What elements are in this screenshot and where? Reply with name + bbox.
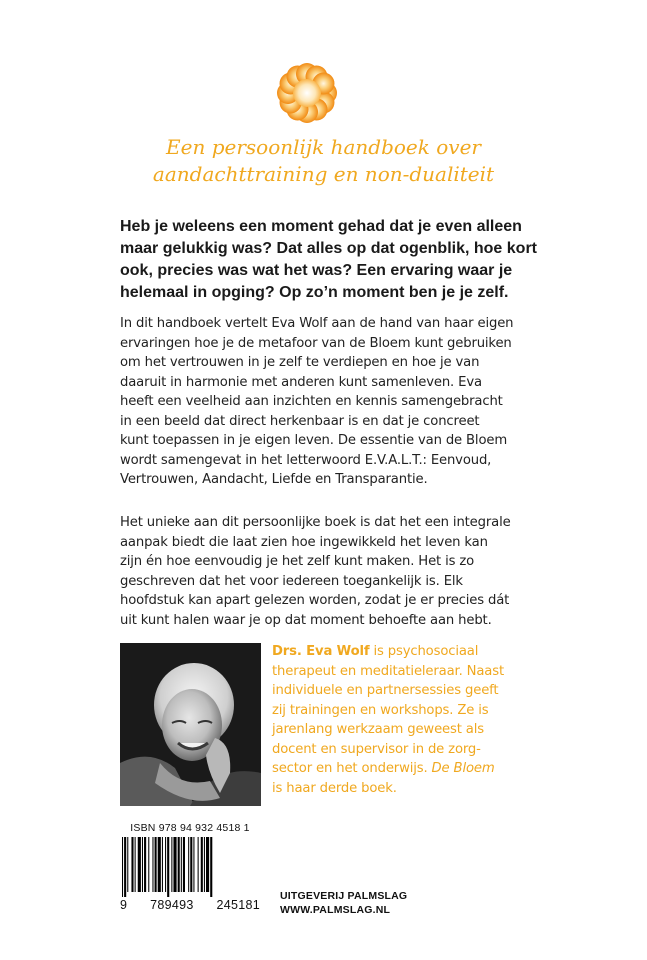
paragraph-line: heeft een veelheid aan inzichten en kennis samengebracht [120,394,503,409]
paragraph-line: Het unieke aan dit persoonlijke boek is dat het een integrale [120,515,511,530]
barcode-digits [120,898,260,912]
book-title: De Bloem [431,761,495,776]
bio-line: zij trainingen en workshops. Ze is [272,702,489,718]
intro-line: maar gelukkig was? Dat alles op dat ogenblik, hoe kort [120,240,537,257]
author-bio [272,642,552,798]
paragraph-2 [120,513,550,630]
bio-line: therapeut en meditatieleraar. Naast [272,663,504,679]
barcode-bar [181,837,182,892]
paragraph-line: kunt toepassen in je eigen leven. De essentie van de Bloem [120,433,508,448]
paragraph-line: in een beeld dat direct herkenbaar is en dat je concreet [120,413,480,429]
bio-line: jarenlang werkzaam geweest als [272,722,484,737]
paragraph-line: ervaringen hoe je de metafoor van de Bloem kunt gebruiken [120,335,512,351]
paragraph-line: aanpak biedt die laat zien hoe ingewikkeld het leven kan [120,534,488,550]
author-name: Drs. Eva Wolf [272,644,370,659]
barcode-bar [148,837,149,892]
bio-line [272,642,552,662]
bio-line-text: sector en het onderwijs. [272,761,428,776]
publisher-name: UITGEVERIJ PALMSLAG [280,890,408,902]
barcode-bar [152,837,153,892]
intro-line: ook, precies was wat het was? Een ervaring waar je [120,262,513,279]
barcode-bar [165,837,166,892]
barcode-bar [188,837,189,892]
paragraph-line: Vertrouwen, Aandacht, Liefde en Transparantie. [120,472,428,487]
subtitle-line-2: aandachttraining en non-dualiteit [152,162,495,186]
barcode-bar [138,837,141,892]
barcode-bar [201,837,203,892]
paragraph-line: geschreven dat het voor iedereen toegankelijk is. Elk [120,573,463,589]
paragraph-line: zijn én hoe eenvoudig je het zelf kunt maken. Het is zo [120,554,475,569]
barcode-bar [131,837,133,892]
isbn-label: ISBN 978 94 932 4518 1 [130,822,250,834]
book-subtitle [0,134,647,188]
flower-logo-icon [274,60,340,126]
bio-line: individuele en partnersessies geeft [272,683,499,698]
intro-line: Heb je weleens een moment gehad dat je even alleen [120,218,522,235]
paragraph-line: wordt samengevat in het letterwoord E.V.A.L.T.: Eenvoud, [120,452,492,468]
bio-line: docent en supervisor in de zorg- [272,741,481,757]
bio-line [272,759,552,779]
barcode-bar [162,837,163,892]
intro-line: helemaal in opging? Op zo’n moment ben je je zelf. [120,284,509,301]
barcode-bar [210,837,212,897]
barcode-bar [183,837,185,892]
publisher-info [280,889,407,917]
publisher-website: WWW.PALMSLAG.NL [280,904,391,916]
barcode-bar [155,837,157,892]
paragraph-1 [120,314,550,490]
barcode-bar [158,837,161,892]
bio-line-rest: is psychosociaal [369,644,479,659]
paragraph-line: In dit handboek vertelt Eva Wolf aan de hand van haar eigen [120,316,514,331]
barcode-digit-group: 9 [120,898,128,912]
barcode-bar [124,837,126,897]
barcode [120,822,260,912]
barcode-digit-group: 245181 [216,898,260,912]
barcode-bar [142,837,143,892]
paragraph-line: daaruit in harmonie met anderen kunt samenleven. Eva [120,374,482,390]
barcode-bar [193,837,194,892]
paragraph-line: uit kunt halen waar je op dat moment behoefte aan hebt. [120,612,492,628]
barcode-bar [144,837,146,892]
paragraph-line: om het vertrouwen in je zelf te verdiepen en hoe je van [120,355,480,370]
subtitle-line-1: Een persoonlijk handboek over [166,135,481,159]
intro-text [120,216,540,304]
barcode-bar [178,837,180,892]
barcode-digit-group: 789493 [150,898,194,912]
author-photo [120,643,261,806]
barcode-bar [171,837,172,892]
barcode-bars-icon [120,837,260,897]
barcode-bar [127,837,128,892]
barcode-bar [122,837,123,897]
barcode-bar [190,837,192,892]
author-portrait-icon [120,643,261,806]
barcode-bar [135,837,136,892]
barcode-bar [167,837,169,897]
paragraph-line: hoofdstuk kan apart gelezen worden, zodat je er precies dát [120,593,510,608]
barcode-bar [173,837,176,892]
barcode-bar [204,837,205,892]
barcode-bar [206,837,209,892]
barcode-bar [198,837,199,892]
bio-line: is haar derde boek. [272,780,397,796]
